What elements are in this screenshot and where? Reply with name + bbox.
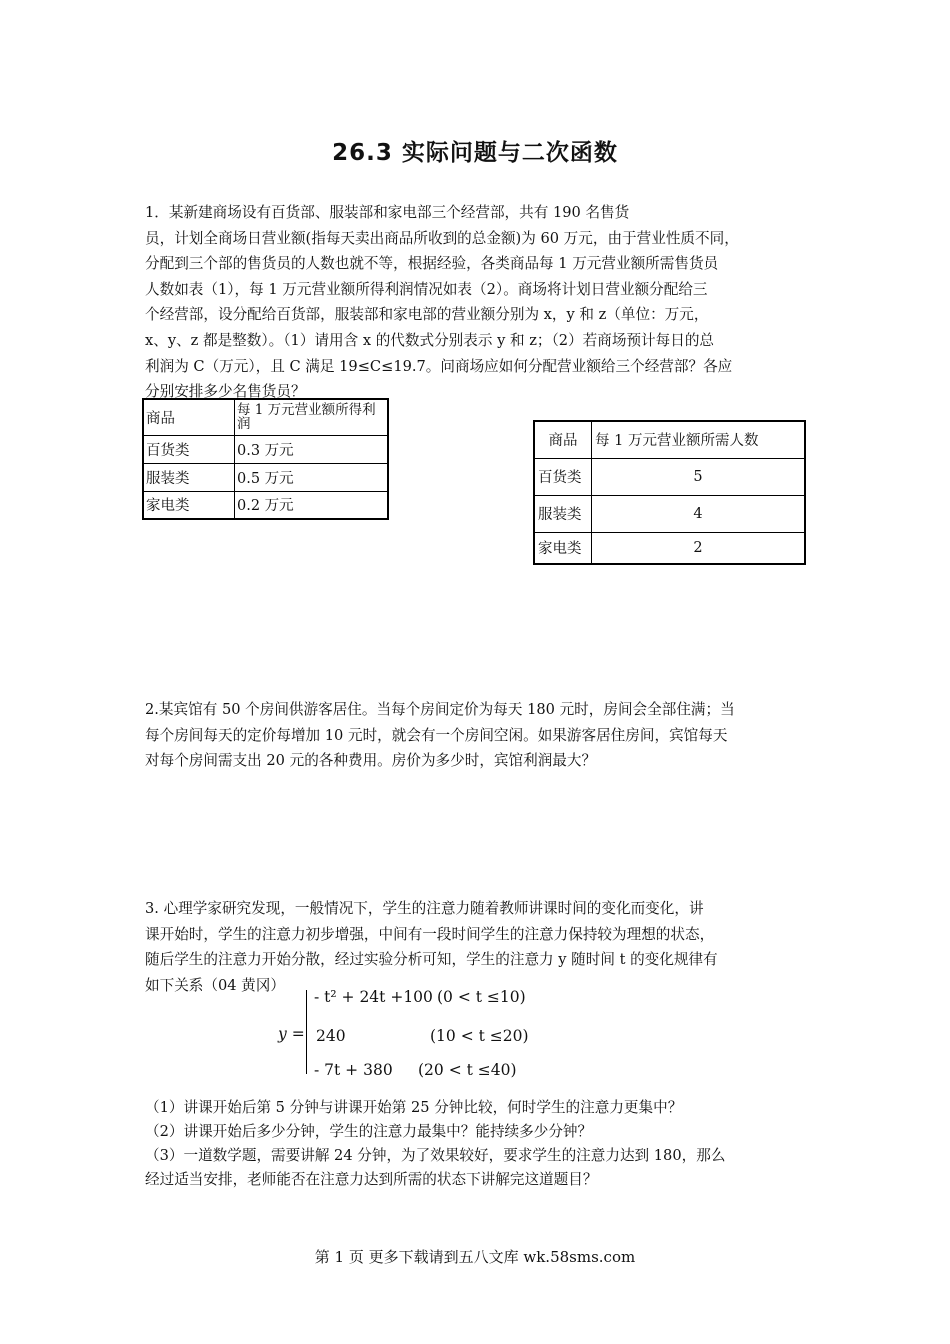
table-cell: 4	[592, 495, 806, 532]
table-header-cell: 每 1 万元营业额所得利润	[235, 399, 389, 435]
text-line: 利润为 C（万元），且 C 满足 19≤C≤19.7。问商场应如何分配营业额给三个经营部？各应	[145, 357, 733, 375]
formula-case-1-expr: - t² + 24t +100	[314, 988, 433, 1006]
formula-variable: y	[278, 1025, 287, 1043]
formula-case-3-expr: - 7t + 380	[314, 1061, 393, 1079]
table-row	[143, 435, 388, 463]
text-line: 2.某宾馆有 50 个房间供游客居住。当每个房间定价为每天 180 元时，房间会全部住满；当	[145, 701, 735, 718]
formula-case-2-expr: 240	[316, 1027, 346, 1045]
question-line: （3）一道数学题，需要讲解 24 分钟，为了效果较好，要求学生的注意力达到 180，那么	[145, 1147, 726, 1164]
table-cell: 百货类	[143, 435, 235, 463]
text-line: 分别安排多少名售货员？	[145, 383, 306, 401]
table-header-row	[143, 399, 388, 435]
table-row	[534, 532, 805, 564]
table-cell: 5	[592, 458, 806, 495]
formula-equals: =	[286, 1025, 305, 1043]
question-line: （1）讲课开始后第 5 分钟与讲课开始第 25 分钟比较，何时学生的注意力更集中？	[145, 1099, 683, 1116]
formula-case-2-cond: (10 < t ≤20)	[430, 1027, 529, 1045]
table-header-cell: 每 1 万元营业额所需人数	[592, 421, 806, 458]
problem-3-questions	[145, 1096, 810, 1192]
text-line: x、y、z 都是整数）。（1）请用含 x 的代数式分别表示 y 和 z；（2）若商场预计每日的总	[145, 331, 715, 349]
table-cell: 0.5 万元	[235, 463, 389, 491]
staff-table	[533, 420, 806, 565]
table-cell: 服装类	[534, 495, 592, 532]
text-line: 对每个房间需支出 20 元的各种费用。房价为多少时，宾馆利润最大？	[145, 752, 597, 770]
table-cell: 2	[592, 532, 806, 564]
question-line: （2）讲课开始后多少分钟，学生的注意力最集中？能持续多少分钟？	[145, 1123, 593, 1140]
table-row	[534, 458, 805, 495]
text-line: 如下关系（04 黄冈）	[145, 976, 285, 994]
question-line: 经过适当安排，老师能否在注意力达到所需的状态下讲解完这道题目？	[145, 1171, 598, 1188]
text-line: 每个房间每天的定价每增加 10 元时，就会有一个房间空闲。如果游客居住房间，宾馆每天	[145, 726, 728, 744]
table-row	[534, 495, 805, 532]
table-cell: 0.3 万元	[235, 435, 389, 463]
formula-case-3-cond: (20 < t ≤40)	[418, 1061, 517, 1079]
table-header-row	[534, 421, 805, 458]
text-line: 分配到三个部的售货员的人数也就不等，根据经验，各类商品每 1 万元营业额所需售货员	[145, 255, 719, 273]
text-line: 员，计划全商场日营业额(指每天卖出商品所收到的总金额)为 60 万元，由于营业性质不同，	[145, 229, 739, 247]
text-line: 个经营部，设分配给百货部，服装部和家电部的营业额分别为 x，y 和 z（单位：万元，	[145, 306, 709, 324]
text-line: 3. 心理学家研究发现，一般情况下，学生的注意力随着教师讲课时间的变化而变化，讲	[145, 900, 704, 917]
text-line: 人数如表（1），每 1 万元营业额所得利润情况如表（2）。商场将计划日营业额分配给三	[145, 280, 708, 298]
page-title: 26.3 实际问题与二次函数	[332, 140, 618, 166]
table-cell: 家电类	[534, 532, 592, 564]
profit-table	[142, 398, 389, 520]
page-footer: 第 1 页 更多下载请到五八文库 wk.58sms.com	[314, 1248, 636, 1266]
text-line: 1．某新建商场设有百货部、服装部和家电部三个经营部，共有 190 名售货	[145, 204, 630, 221]
table-cell: 服装类	[143, 463, 235, 491]
text-line: 课开始时，学生的注意力初步增强，中间有一段时间学生的注意力保持较为理想的状态，	[145, 925, 715, 943]
table-row	[143, 491, 388, 519]
text-line: 随后学生的注意力开始分散，经过实验分析可知，学生的注意力 y 随时间 t 的变化规律有	[145, 951, 718, 969]
problem-1-text	[145, 200, 810, 405]
table-row	[143, 463, 388, 491]
table-header-cell: 商品	[534, 421, 592, 458]
problem-2-text	[145, 697, 810, 774]
piecewise-formula	[270, 980, 570, 1090]
table-cell: 家电类	[143, 491, 235, 519]
formula-case-1-cond: (0 < t ≤10)	[437, 988, 526, 1006]
formula-lhs	[278, 1025, 305, 1043]
table-header-cell: 商品	[143, 399, 235, 435]
table-cell: 百货类	[534, 458, 592, 495]
table-cell: 0.2 万元	[235, 491, 389, 519]
